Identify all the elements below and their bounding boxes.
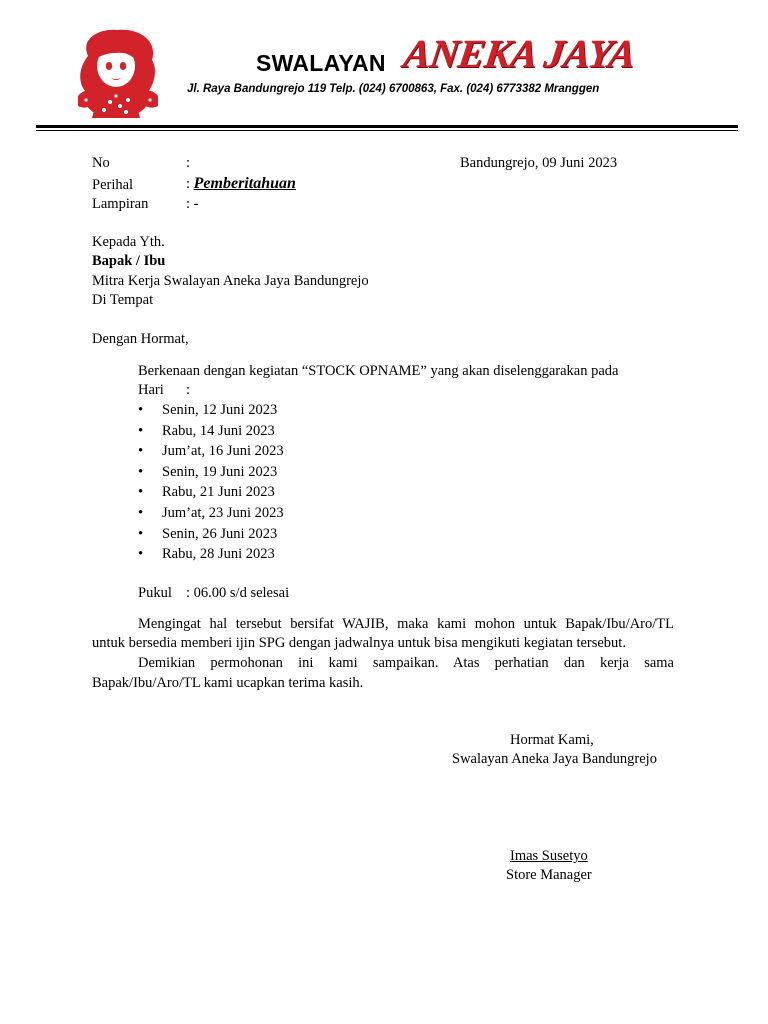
brand-name-script: ANEKA JAYA bbox=[400, 31, 639, 76]
place-date: Bandungrejo, 09 Juni 2023 bbox=[460, 155, 618, 171]
list-item: • Rabu, 14 Juni 2023 bbox=[138, 421, 284, 442]
list-item: • Rabu, 28 Juni 2023 bbox=[138, 544, 284, 565]
closing-org: Swalayan Aneka Jaya Bandungrejo bbox=[452, 751, 657, 767]
intro-text: Berkenaan dengan kegiatan “STOCK OPNAME” yang akan diselenggarakan pada bbox=[138, 363, 619, 379]
letterhead-rule-thick bbox=[36, 125, 738, 128]
pukul-label: Pukul bbox=[138, 585, 172, 601]
schedule-list bbox=[138, 400, 284, 565]
list-item: • Rabu, 21 Juni 2023 bbox=[138, 482, 284, 503]
bullet-icon: • bbox=[138, 546, 144, 563]
no-label: No bbox=[92, 155, 110, 171]
brand-name-prefix: SWALAYAN bbox=[256, 50, 386, 76]
paragraph-2-line-2: Bapak/Ibu/Aro/TL kami ucapkan terima kasih. bbox=[92, 675, 364, 691]
hari-colon: : bbox=[186, 382, 191, 398]
bullet-icon: • bbox=[138, 484, 144, 501]
recipient-line-4: Di Tempat bbox=[92, 292, 154, 308]
paragraph-1-line-2: untuk bersedia memberi ijin SPG dengan jadwalnya untuk bisa mengikuti kegiatan tersebut. bbox=[92, 635, 626, 651]
bullet-icon: • bbox=[138, 402, 144, 418]
recipient-line-3: Mitra Kerja Swalayan Aneka Jaya Bandungrejo bbox=[92, 273, 369, 289]
paragraph-1-line-1: Mengingat hal tersebut bersifat WAJIB, maka kami mohon untuk Bapak/Ibu/Aro/TL bbox=[138, 616, 674, 632]
list-item: • Jum’at, 16 Juni 2023 bbox=[138, 441, 284, 462]
signer-name: Imas Susetyo bbox=[510, 848, 588, 864]
no-value: : bbox=[186, 155, 191, 171]
hari-label: Hari bbox=[138, 382, 164, 398]
perihal-value: Pemberitahuan bbox=[193, 175, 296, 192]
list-item: • Senin, 12 Juni 2023 bbox=[138, 400, 284, 421]
lampiran-value: : - bbox=[186, 196, 199, 212]
bullet-icon: • bbox=[138, 463, 144, 480]
bullet-icon: • bbox=[138, 443, 144, 460]
lampiran-label: Lampiran bbox=[92, 196, 149, 212]
bullet-icon: • bbox=[138, 422, 144, 439]
pukul-value: : 06.00 s/d selesai bbox=[186, 585, 290, 601]
list-item: • Senin, 19 Juni 2023 bbox=[138, 462, 284, 483]
letterhead-address: Jl. Raya Bandungrejo 119 Telp. (024) 6700863, Fax. (024) 6773382 Mranggen bbox=[187, 83, 600, 95]
recipient-line-1: Kepada Yth. bbox=[92, 234, 165, 250]
bullet-icon: • bbox=[138, 525, 144, 542]
letterhead-rule-thin bbox=[36, 130, 738, 131]
list-item: • Senin, 26 Juni 2023 bbox=[138, 524, 284, 545]
perihal-label: Perihal bbox=[92, 177, 134, 193]
bullet-icon: • bbox=[138, 504, 144, 521]
paragraph-2-line-1: Demikian permohonan ini kami sampaikan. Atas perhatian dan kerja sama bbox=[138, 655, 674, 671]
perihal-line bbox=[186, 175, 296, 193]
signer-title: Store Manager bbox=[506, 867, 592, 883]
list-item: • Jum’at, 23 Juni 2023 bbox=[138, 503, 284, 524]
closing-greeting: Hormat Kami, bbox=[510, 732, 594, 748]
illustrated-girl-logo-icon bbox=[66, 26, 170, 120]
recipient-line-2: Bapak / Ibu bbox=[92, 253, 166, 269]
perihal-colon: : bbox=[186, 176, 191, 192]
salutation: Dengan Hormat, bbox=[92, 331, 189, 347]
